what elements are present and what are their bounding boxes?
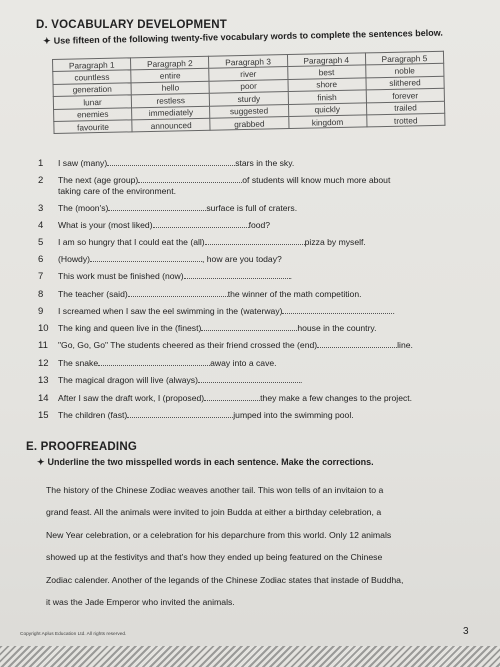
paragraph-line: The history of the Chinese Zodiac weaves another tail. This won tells of an invitaion to a xyxy=(46,485,384,495)
table-header: Paragraph 1 xyxy=(53,58,131,72)
answer-blank[interactable] xyxy=(128,290,228,297)
question-13: 13 The magical dragon will live (always) . xyxy=(38,375,303,386)
answer-blank[interactable] xyxy=(184,272,290,279)
table-header: Paragraph 2 xyxy=(131,56,209,70)
question-7: 7 This work must be finished (now) . xyxy=(38,271,292,282)
table-cell: shore xyxy=(288,78,366,92)
answer-blank[interactable] xyxy=(201,324,297,331)
answer-blank[interactable] xyxy=(205,238,305,245)
copyright-text: Copyright Aplus Education Ltd. All rights reserved. xyxy=(20,632,127,637)
paragraph-line: Zodiac calender. Another of the legands of the Chinese Zodiac states that instade of Buddha, xyxy=(46,574,404,585)
question-8: 8 The teacher (said) the winner of the math competition. xyxy=(38,289,362,300)
section-d-instruction-text: Use fifteen of the following twenty-five vocabulary words to complete the sentences below. xyxy=(53,27,443,46)
table-cell: announced xyxy=(132,118,210,132)
answer-blank[interactable] xyxy=(198,376,300,383)
answer-blank[interactable] xyxy=(317,341,397,348)
table-cell: best xyxy=(287,65,365,79)
answer-blank[interactable] xyxy=(204,394,260,401)
question-10: 10 The king and queen live in the (finest) house in the country. xyxy=(38,323,377,334)
question-2-continuation: taking care of the environment. xyxy=(58,186,176,196)
table-cell: hello xyxy=(131,81,209,95)
table-cell: grabbed xyxy=(210,117,288,131)
question-1: 1 I saw (many) stars in the sky. xyxy=(38,158,295,169)
table-cell: forever xyxy=(366,88,444,102)
proofreading-paragraph xyxy=(46,479,456,613)
table-cell: poor xyxy=(209,79,287,93)
question-11: 11 "Go, Go, Go" The students cheered as their friend crossed the (end) line. xyxy=(38,340,413,351)
answer-blank[interactable] xyxy=(107,159,235,166)
diamond-bullet-icon: ✦ xyxy=(37,457,45,467)
table-cell: immediately xyxy=(132,106,210,120)
table-cell: noble xyxy=(365,64,443,78)
question-4: 4 What is your (most liked) food? xyxy=(38,220,271,231)
table-cell: favourite xyxy=(54,120,132,134)
paragraph-line: it was the Jade Emperor who invited the animals. xyxy=(46,597,235,608)
table-cell: enemies xyxy=(54,107,132,121)
question-2: 2 The next (age group) of students will know much more about xyxy=(38,175,391,186)
table-cell: lunar xyxy=(53,95,131,109)
question-5: 5 I am so hungry that I could eat the (all) pizza by myself. xyxy=(38,237,366,248)
vocabulary-table xyxy=(52,51,445,135)
question-6: 6 (Howdy) , how are you today? xyxy=(38,254,282,265)
section-e-instruction xyxy=(37,457,374,468)
paragraph-line: grand feast. All the animals were invited to join Budda at either a birthday celebration, a xyxy=(46,507,382,518)
table-cell: entire xyxy=(131,69,209,83)
table-cell: river xyxy=(209,67,287,81)
table-cell: finish xyxy=(288,90,366,104)
question-9: 9 I screamed when I saw the eel swimming in the (waterway) . xyxy=(38,306,395,317)
table-cell: generation xyxy=(53,83,131,97)
table-cell: slithered xyxy=(366,76,444,90)
table-cell: sturdy xyxy=(210,92,288,106)
table-cell: quickly xyxy=(288,102,366,116)
table-cell: countless xyxy=(53,70,131,84)
question-12: 12 The snake away into a cave. xyxy=(38,358,277,369)
table-cell: kingdom xyxy=(288,115,366,129)
question-14: 14 After I saw the draft work, I (proposed) they make a few changes to the project. xyxy=(38,393,413,404)
table-header: Paragraph 3 xyxy=(209,55,287,69)
section-e-instruction-text: Underline the two misspelled words in each sentence. Make the corrections. xyxy=(47,457,374,467)
table-cell: trotted xyxy=(366,113,444,127)
table-header: Paragraph 4 xyxy=(287,53,365,67)
answer-blank[interactable] xyxy=(153,221,249,228)
question-3: 3 The (moon's) surface is full of craters. xyxy=(38,203,298,214)
diamond-bullet-icon: ✦ xyxy=(43,35,51,46)
answer-blank[interactable] xyxy=(108,204,206,211)
table-header: Paragraph 5 xyxy=(365,51,443,65)
section-e-title: E. PROOFREADING xyxy=(26,441,137,453)
table-cell: restless xyxy=(131,93,209,107)
question-15: 15 The children (fast) jumped into the swimming pool. xyxy=(38,410,354,421)
answer-blank[interactable] xyxy=(138,176,242,183)
table-cell: trailed xyxy=(366,101,444,115)
page-number: 3 xyxy=(463,626,469,637)
answer-blank[interactable] xyxy=(98,359,210,366)
answer-blank[interactable] xyxy=(127,411,233,418)
answer-blank[interactable] xyxy=(90,255,202,262)
table-cell: suggested xyxy=(210,104,288,118)
answer-blank[interactable] xyxy=(282,307,392,314)
paragraph-line: showed up at the festivitys and that's how they ended up being featured on the Chinese xyxy=(46,552,383,563)
decorative-stripe xyxy=(0,646,500,667)
paragraph-line: New Year celebration, or a celebration for his deparchure from this world. Only 12 animals xyxy=(46,529,392,540)
section-d-title: D. VOCABULARY DEVELOPMENT xyxy=(36,19,227,31)
